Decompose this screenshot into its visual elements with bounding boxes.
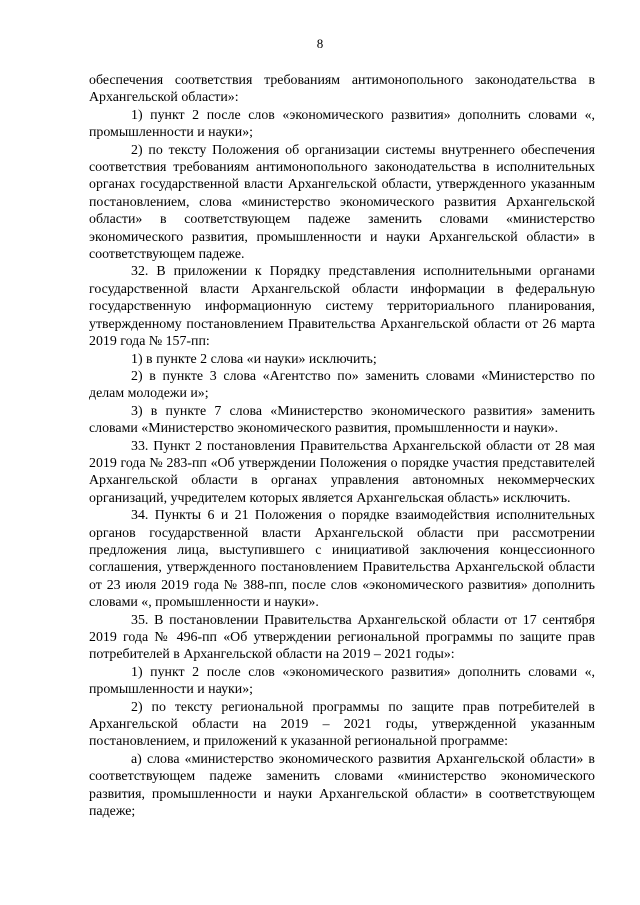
paragraph-7: 3) в пункте 7 слова «Министерство экономического развития» заменить словами «Министерство экономического развития, промышленности и науки». <box>89 403 595 437</box>
paragraph-2: 1) пункт 2 после слов «экономического развития» дополнить словами «, промышленности и науки»; <box>89 107 595 141</box>
paragraph-3: 2) по тексту Положения об организации системы внутреннего обеспечения соответствия требованиям антимонопольного законодательства в исполнительных органах государственной власти Архангельской области, утвержденного указанным постановлением, слова «министерство экономического развития Архангельской области» в соответствующем падеже заменить словами «министерство экономического развития, промышленности и науки Архангельской области» в соответствующем падеже. <box>89 142 595 263</box>
document-body <box>89 72 595 820</box>
paragraph-12: 2) по тексту региональной программы по защите прав потребителей в Архангельской области на 2019 – 2021 годы, утвержденной указанным постановлением, и приложений к указанной региональной программе: <box>89 699 595 750</box>
paragraph-11: 1) пункт 2 после слов «экономического развития» дополнить словами «, промышленности и науки»; <box>89 664 595 698</box>
paragraph-9: 34. Пункты 6 и 21 Положения о порядке взаимодействия исполнительных органов государственной власти Архангельской области при рассмотрении предложения лица, выступившего с инициативой заключения концессионного соглашения, утвержденного постановлением Правительства Архангельской области от 23 июля 2019 года № 388-пп, после слов «экономического развития» дополнить словами «, промышленности и науки». <box>89 508 595 611</box>
paragraph-1: обеспечения соответствия требованиям антимонопольного законодательства в Архангельской области»: <box>89 73 595 106</box>
paragraph-8: 33. Пункт 2 постановления Правительства Архангельской области от 28 мая 2019 года № 283-пп «Об утверждении Положения о порядке участия представителей Архангельской области в органах управления автономных некоммерческих организаций, учредителем которых является Архангельская область» исключить. <box>89 438 595 506</box>
paragraph-5: 1) в пункте 2 слова «и науки» исключить; <box>131 351 377 367</box>
page-number: 8 <box>316 36 324 51</box>
paragraph-4: 32. В приложении к Порядку представления исполнительными органами государственной власти Архангельской области информации в федеральную государственную информационную систему территориального планирования, утвержденному постановлением Правительства Архангельской области от 26 марта 2019 года № 157-пп: <box>89 264 595 350</box>
paragraph-13: а) слова «министерство экономического развития Архангельской области» в соответствующем падеже заменить словами «министерство экономического развития, промышленности и науки Архангельской области» в соответствующем падеже; <box>89 751 595 820</box>
paragraph-10: 35. В постановлении Правительства Архангельской области от 17 сентября 2019 года № 496-пп «Об утверждении региональной программы по защите прав потребителей в Архангельской области на 2019 – 2021 годы»: <box>89 612 595 663</box>
paragraph-6: 2) в пункте 3 слова «Агентство по» заменить словами «Министерство по делам молодежи и»; <box>89 368 595 402</box>
